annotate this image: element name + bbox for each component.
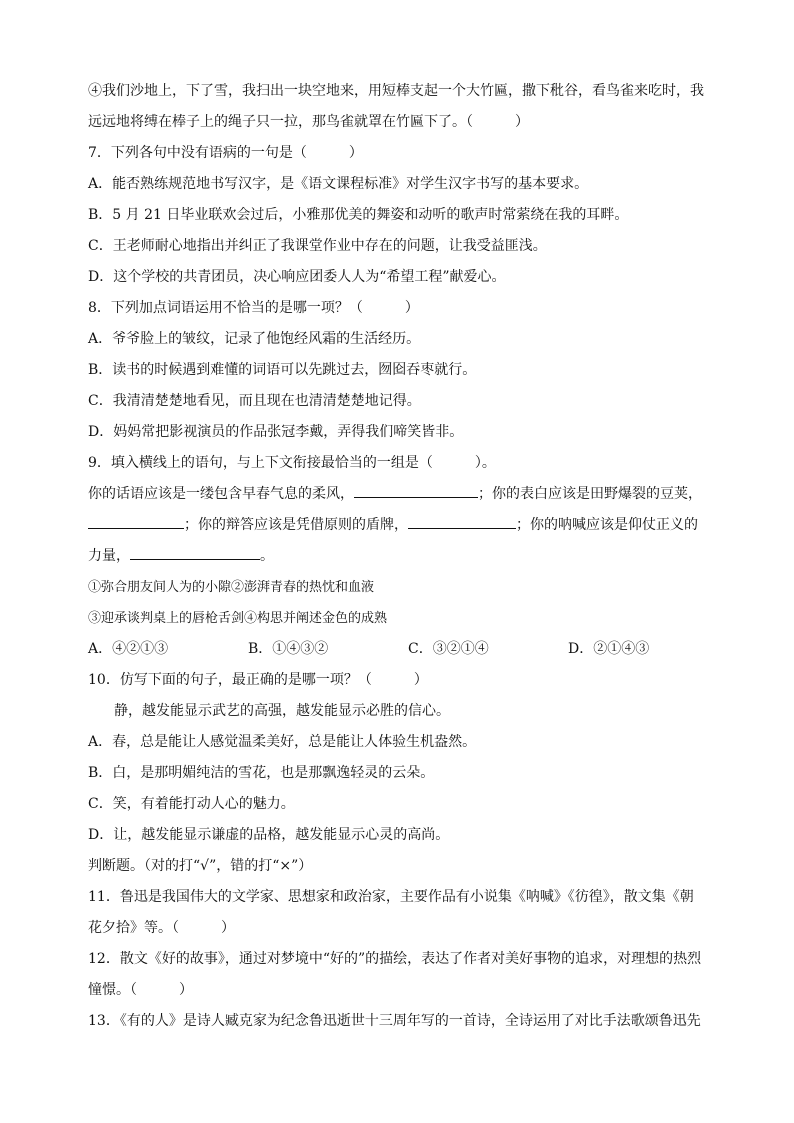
q10-sample-sentence: 静，越发能显示武艺的高强，越发能显示必胜的信心。 [114, 703, 450, 719]
q9-passage-line3 [88, 541, 708, 572]
q8-option-c: C．我清清楚楚地看见，而且现在也清清楚楚地记得。 [88, 393, 421, 409]
q6-option-4-line2: 远远地将缚在棒子上的绳子只一拉，那鸟雀就罩在竹匾下了。（ ） [88, 114, 529, 130]
q7-option-b: B．5 月 21 日毕业联欢会过后，小雅那优美的舞姿和动听的歌声时常萦绕在我的耳畔。 [88, 207, 629, 223]
q6-option-4-line1: ④我们沙地上，下了雪，我扫出一块空地来，用短棒支起一个大竹匾，撒下秕谷，看鸟雀来吃时，我 [88, 83, 704, 99]
q11-line2: 花夕拾》等。（ ） [88, 920, 235, 936]
q9-option-c: C．③②①④ [408, 641, 489, 657]
q9-passage-text-4: ；你的呐喊应该是仰仗正义的 [516, 517, 698, 533]
q9-option-d: D．②①④③ [568, 641, 650, 657]
fill-blank-3 [408, 527, 516, 529]
fill-blank-2 [88, 527, 184, 529]
fill-blank-4 [130, 558, 260, 560]
q7-stem: 7．下列各句中没有语病的一句是（ ） [88, 145, 363, 161]
q8-option-d: D．妈妈常把影视演员的作品张冠李戴，弄得我们啼笑皆非。 [88, 424, 464, 440]
section-heading-true-false: 判断题。（对的打“√”，错的打“×”） [88, 858, 313, 874]
q9-passage-text-1: 你的话语应该是一缕包含早春气息的柔风， [88, 486, 354, 502]
fill-blank-1 [354, 496, 478, 498]
q9-passage-text-2: ；你的表白应该是田野爆裂的豆荚， [478, 486, 702, 502]
q12-line2: 憧憬。（ ） [88, 982, 193, 998]
q9-passage-text-5: 力量， [88, 548, 130, 564]
q9-choices-line1: ①弥合朋友间人为的小隙②澎湃青春的热忱和血液 [88, 580, 375, 595]
q7-option-a: A．能否熟练规范地书写汉字，是《语文课程标准》对学生汉字书写的基本要求。 [88, 176, 589, 192]
q10-option-b: B．白，是那明媚纯洁的雪花，也是那飘逸轻灵的云朵。 [88, 765, 435, 781]
q10-option-d: D．让，越发能显示谦虚的品格，越发能显示心灵的高尚。 [88, 827, 450, 843]
q12-line1: 12．散文《好的故事》，通过对梦境中“好的”的描绘，表达了作者对美好事物的追求，对理想的热烈 [88, 951, 702, 967]
q9-passage-line2 [88, 510, 708, 541]
q9-options-row [88, 634, 708, 665]
q9-stem: 9．填入横线上的语句，与上下文衔接最恰当的一组是（ ）。 [88, 455, 496, 471]
q7-option-c: C．王老师耐心地指出并纠正了我课堂作业中存在的问题，让我受益匪浅。 [88, 238, 547, 254]
q8-option-a: A．爷爷脸上的皱纹，记录了他饱经风霜的生活经历。 [88, 331, 421, 347]
q9-passage-text-3: ；你的辩答应该是凭借原则的盾牌， [184, 517, 408, 533]
q9-choices-line2: ③迎承谈判桌上的唇枪舌剑④构思并阐述金色的成熟 [88, 611, 388, 626]
q10-option-a: A．春，总是能让人感觉温柔美好，总是能让人体验生机盎然。 [88, 734, 477, 750]
q11-line1: 11．鲁迅是我国伟大的文学家、思想家和政治家，主要作品有小说集《呐喊》《彷徨》，散文集《朝 [88, 889, 694, 905]
q10-stem: 10．仿写下面的句子，最正确的是哪一项？（ ） [88, 672, 428, 688]
q13-line1: 13．《有的人》是诗人臧克家为纪念鲁迅逝世十三周年写的一首诗，全诗运用了对比手法歌颂鲁迅先 [88, 1013, 701, 1029]
q9-passage-line1 [88, 479, 708, 510]
q7-option-d: D．这个学校的共青团员，决心响应团委人人为“希望工程”献爱心。 [88, 269, 506, 285]
q9-passage-text-6: 。 [260, 548, 274, 564]
q9-option-b: B．①④③② [248, 641, 329, 657]
worksheet-page [88, 76, 708, 1037]
q9-option-a: A．④②①③ [88, 641, 169, 657]
q10-option-c: C．笑，有着能打动人心的魅力。 [88, 796, 295, 812]
q8-option-b: B．读书的时候遇到难懂的词语可以先跳过去，囫囵吞枣就行。 [88, 362, 477, 378]
q8-stem: 8．下列加点词语运用不恰当的是哪一项？（ ） [88, 300, 419, 316]
